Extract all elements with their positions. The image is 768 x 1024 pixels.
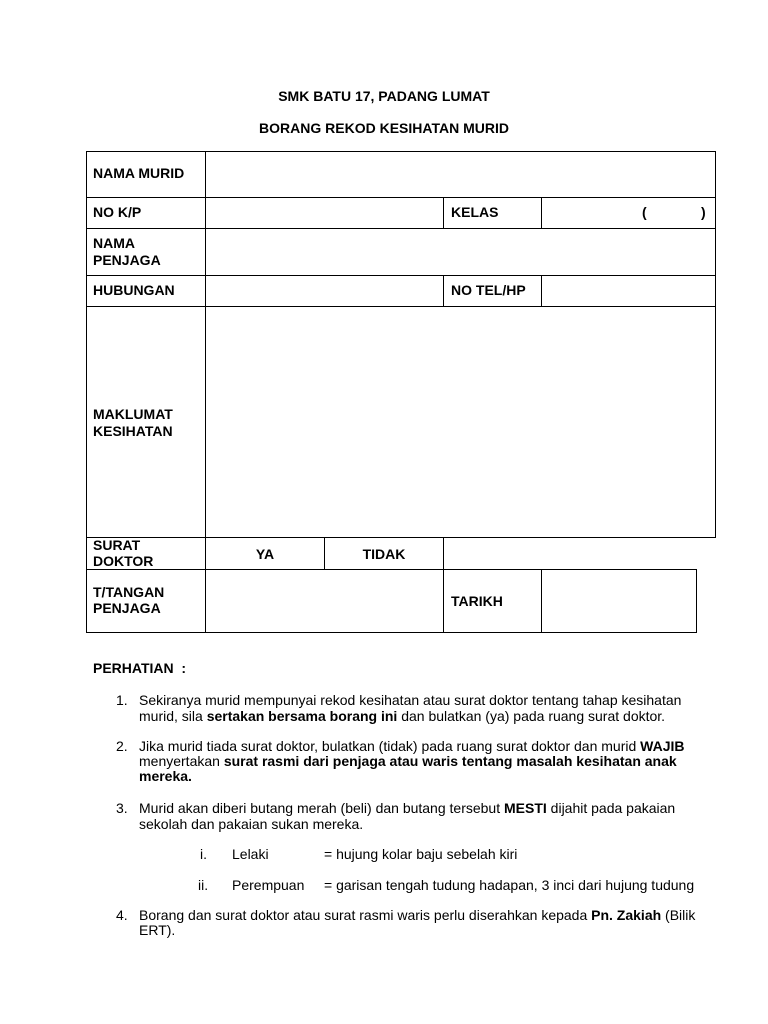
maklumat-field[interactable]: [205, 306, 716, 538]
label-ttangan-1: T/TANGAN: [93, 584, 165, 600]
item3-number: 3.: [116, 800, 128, 816]
label-no-kp: NO K/P: [93, 204, 142, 220]
no-tel-field[interactable]: [541, 275, 716, 307]
label-tarikh: TARIKH: [451, 593, 503, 609]
notice-heading: PERHATIAN :: [93, 660, 187, 676]
item1-line2: murid, sila sertakan bersama borang ini dan bulatkan (ya) pada ruang surat doktor.: [139, 708, 666, 724]
label-nama-murid: NAMA MURID: [93, 165, 185, 181]
ttangan-field[interactable]: [205, 569, 444, 633]
item3-line1: Murid akan diberi butang merah (beli) dan butang tersebut MESTI dijahit pada pakaian: [139, 800, 676, 816]
label-nama-penjaga-2: PENJAGA: [93, 252, 161, 268]
hubungan-field[interactable]: [205, 275, 444, 307]
school-title: SMK BATU 17, PADANG LUMAT: [278, 88, 490, 104]
label-tidak: TIDAK: [362, 546, 406, 562]
label-ya: YA: [255, 546, 275, 562]
label-ttangan-2: PENJAGA: [93, 600, 161, 616]
kelas-paren-open: (: [642, 204, 647, 220]
kelas-paren-close: ): [701, 204, 706, 220]
item3-sub2-value: = garisan tengah tudung hadapan, 3 inci dari hujung tudung: [324, 877, 695, 893]
form-title: BORANG REKOD KESIHATAN MURID: [259, 120, 509, 136]
label-kelas: KELAS: [451, 204, 499, 220]
no-kp-field[interactable]: [205, 197, 444, 229]
item3-sub2-label: Perempuan: [232, 877, 305, 893]
kelas-field[interactable]: [541, 197, 716, 229]
tarikh-field[interactable]: [541, 569, 697, 633]
label-nama-penjaga-1: NAMA: [93, 235, 135, 251]
item1-number: 1.: [116, 692, 128, 708]
item4-number: 4.: [116, 907, 128, 923]
item4-line1: Borang dan surat doktor atau surat rasmi waris perlu diserahkan kepada Pn. Zakiah (Bilik: [139, 907, 696, 923]
nama-penjaga-field[interactable]: [205, 228, 716, 276]
label-hubungan: HUBUNGAN: [93, 282, 175, 298]
label-surat-1: SURAT: [93, 537, 141, 553]
item2-number: 2.: [116, 738, 128, 754]
item3-sub1-value: = hujung kolar baju sebelah kiri: [324, 846, 518, 862]
label-no-tel: NO TEL/HP: [451, 282, 526, 298]
item3-line2: sekolah dan pakaian sukan mereka.: [139, 816, 364, 832]
nama-murid-field[interactable]: [205, 151, 716, 198]
item1-line1: Sekiranya murid mempunyai rekod kesihatan atau surat doktor tentang tahap kesihatan: [139, 692, 682, 708]
label-maklumat-2: KESIHATAN: [93, 423, 173, 439]
item2-line3: mereka.: [139, 768, 192, 784]
item3-sub2-number: ii.: [198, 877, 209, 893]
item4-line2: ERT).: [139, 922, 176, 938]
item2-line1: Jika murid tiada surat doktor, bulatkan (tidak) pada ruang surat doktor dan murid WAJIB: [139, 738, 685, 754]
item2-line2: menyertakan surat rasmi dari penjaga atau waris tentang masalah kesihatan anak: [139, 753, 677, 769]
item3-sub1-label: Lelaki: [232, 846, 269, 862]
label-surat-2: DOKTOR: [93, 553, 154, 569]
label-maklumat-1: MAKLUMAT: [93, 406, 173, 422]
item3-sub1-number: i.: [200, 846, 207, 862]
